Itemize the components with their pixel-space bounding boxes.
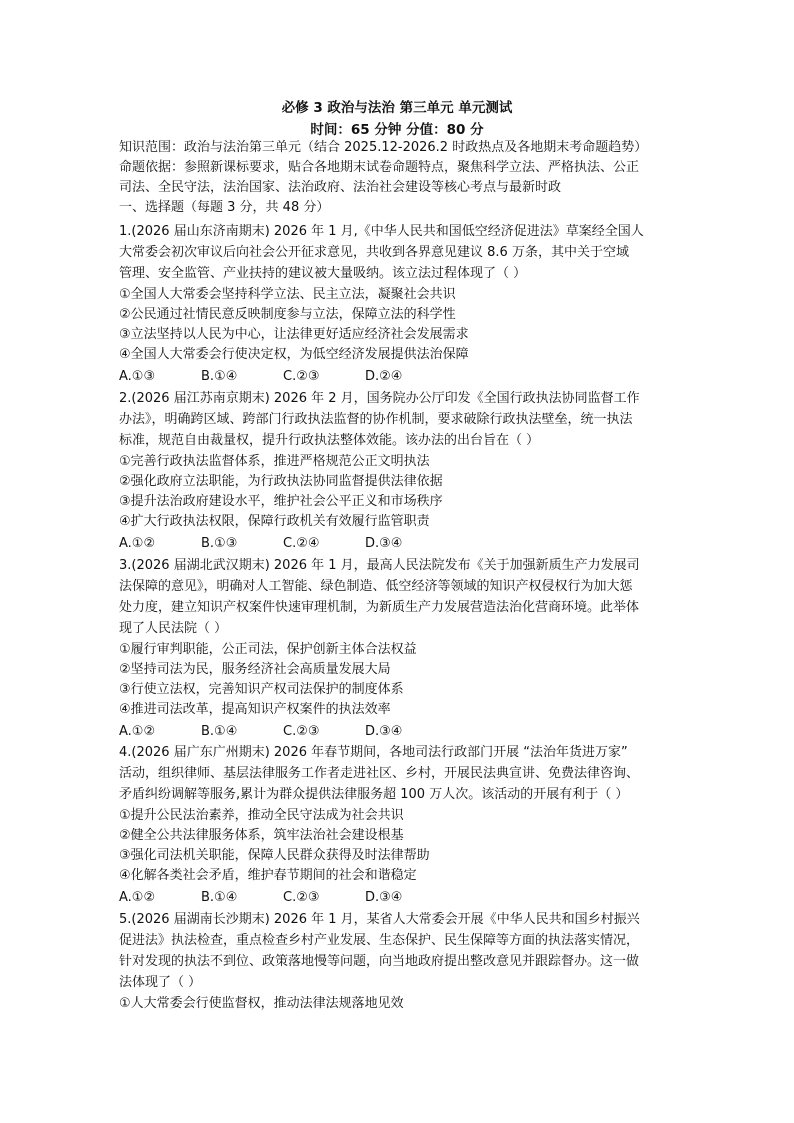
- question-3-option-c[interactable]: C.②③: [283, 724, 320, 739]
- question-4-statement-4: ④化解各类社会矛盾，维护春节期间的社会和谐稳定: [119, 868, 417, 883]
- question-1-line-2: 大常委会初次审议后向社会公开征求意见，共收到各界意见建议 8.6 万条，其中关于空域: [119, 245, 629, 260]
- question-2-statement-1: ①完善行政执法监督体系，推进严格规范公正文明执法: [119, 454, 430, 469]
- question-2-line-1: 2.(2026 届江苏南京期末) 2026 年 2 月，国务院办公厅印发《全国行政执法协同监督工作: [119, 391, 640, 406]
- question-3-line-1: 3.(2026 届湖北武汉期末) 2026 年 1 月，最高人民法院发布《关于加强新质生产力发展司: [119, 558, 640, 573]
- question-1-option-d[interactable]: D.②④: [365, 369, 403, 384]
- question-3-options: [119, 722, 694, 742]
- question-4-options: [119, 888, 694, 908]
- question-3-option-d[interactable]: D.③④: [365, 724, 403, 739]
- question-4-line-3: 矛盾纠纷调解等服务,累计为群众提供法律服务超 100 万人次。该活动的开展有利于（ ）: [119, 787, 629, 802]
- knowledge-scope: 知识范围：政治与法治第三单元（结合 2025.12-2026.2 时政热点及各地期末考命题趋势）: [119, 140, 648, 155]
- question-5-statement-1: ①人大常委会行使监督权，推动法律法规落地见效: [119, 996, 404, 1011]
- question-1-options: [119, 367, 694, 387]
- question-3-option-b[interactable]: B.①④: [201, 724, 238, 739]
- question-4-option-d[interactable]: D.③④: [365, 890, 403, 905]
- question-1-option-a[interactable]: A.①③: [119, 369, 156, 384]
- question-5-line-3: 针对发现的执法不到位、政策落地慢等问题，向当地政府提出整改意见并跟踪督办。这一做: [119, 954, 640, 969]
- question-1-line-3: 管理、安全监管、产业扶持的建议被大量吸纳。该立法过程体现了（ ）: [119, 266, 527, 281]
- question-3-statement-4: ④推进司法改革，提高知识产权案件的执法效率: [119, 702, 391, 717]
- question-3-statement-2: ②坚持司法为民，服务经济社会高质量发展大局: [119, 662, 391, 677]
- question-1-option-c[interactable]: C.②③: [283, 369, 320, 384]
- exam-title: 必修 3 政治与法治 第三单元 单元测试: [281, 100, 513, 116]
- question-2-option-c[interactable]: C.②④: [283, 536, 320, 551]
- question-2-option-a[interactable]: A.①②: [119, 536, 156, 551]
- question-3-statement-3: ③行使立法权，完善知识产权司法保护的制度体系: [119, 682, 404, 697]
- basis-line-1: 命题依据：参照新课标要求，贴合各地期末试卷命题特点，聚焦科学立法、严格执法、公正: [119, 160, 640, 175]
- question-4-line-1: 4.(2026 届广东广州期末) 2026 年春节期间，各地司法行政部门开展 “法治年货进万家”: [119, 745, 628, 760]
- question-1-statement-2: ②公民通过社情民意反映制度参与立法，保障立法的科学性: [119, 307, 456, 322]
- question-4-statement-2: ②健全公共法律服务体系，筑牢法治社会建设根基: [119, 828, 404, 843]
- question-1-statement-3: ③立法坚持以人民为中心，让法律更好适应经济社会发展需求: [119, 327, 469, 342]
- question-1-line-1: 1.(2026 届山东济南期末) 2026 年 1 月,《中华人民共和国低空经济促进法》草案经全国人: [119, 224, 644, 239]
- question-5-line-2: 促进法》执法检查，重点检查乡村产业发展、生态保护、民生保障等方面的执法落实情况，: [119, 933, 640, 948]
- question-4-statement-1: ①提升公民法治素养，推动全民守法成为社会共识: [119, 808, 404, 823]
- question-2-statement-2: ②强化政府立法职能，为行政执法协同监督提供法律依据: [119, 474, 443, 489]
- question-5-line-1: 5.(2026 届湖南长沙期末) 2026 年 1 月，某省人大常委会开展《中华人民共和国乡村振兴: [119, 912, 640, 927]
- question-1-option-b[interactable]: B.①④: [201, 369, 238, 384]
- question-2-option-d[interactable]: D.③④: [365, 536, 403, 551]
- question-4-option-b[interactable]: B.①④: [201, 890, 238, 905]
- basis-line-2: 司法、全民守法，法治国家、法治政府、法治社会建设等核心考点与最新时政: [119, 180, 562, 195]
- question-4-statement-3: ③强化司法机关职能，保障人民群众获得及时法律帮助: [119, 848, 430, 863]
- question-2-statement-4: ④扩大行政执法权限，保障行政机关有效履行监管职责: [119, 514, 430, 529]
- question-4-option-c[interactable]: C.②③: [283, 890, 320, 905]
- question-3-line-2: 法保障的意见》，明确对人工智能、绿色制造、低空经济等领域的知识产权侵权行为加大惩: [119, 579, 633, 594]
- question-1-statement-1: ①全国人大常委会坚持科学立法、民主立法，凝聚社会共识: [119, 287, 456, 302]
- question-3-line-3: 处力度，建立知识产权案件快速审理机制，为新质生产力发展营造法治化营商环境。此举体: [119, 600, 640, 615]
- question-4-option-a[interactable]: A.①②: [119, 890, 156, 905]
- question-2-option-b[interactable]: B.①③: [201, 536, 238, 551]
- question-3-line-4: 现了人民法院（ ）: [119, 621, 228, 636]
- exam-subtitle: 时间：65 分钟 分值：80 分: [310, 122, 484, 138]
- question-2-line-2: 办法》，明确跨区域、跨部门行政执法监督的协作机制，要求破除行政执法壁垒，统一执法: [119, 412, 633, 427]
- question-3-statement-1: ①履行审判职能，公正司法，保护创新主体合法权益: [119, 642, 417, 657]
- section-heading: 一、选择题（每题 3 分，共 48 分）: [119, 200, 330, 215]
- question-4-line-2: 活动，组织律师、基层法律服务工作者走进社区、乡村，开展民法典宣讲、免费法律咨询、: [119, 766, 640, 781]
- question-2-options: [119, 534, 694, 554]
- question-3-option-a[interactable]: A.①②: [119, 724, 156, 739]
- question-1-statement-4: ④全国人大常委会行使决定权，为低空经济发展提供法治保障: [119, 347, 469, 362]
- question-5-line-4: 法体现了（ ）: [119, 975, 202, 990]
- question-2-line-3: 标准，规范自由裁量权，提升行政执法整体效能。该办法的出台旨在（ ）: [119, 433, 540, 448]
- question-2-statement-3: ③提升法治政府建设水平，维护社会公平正义和市场秩序: [119, 494, 443, 509]
